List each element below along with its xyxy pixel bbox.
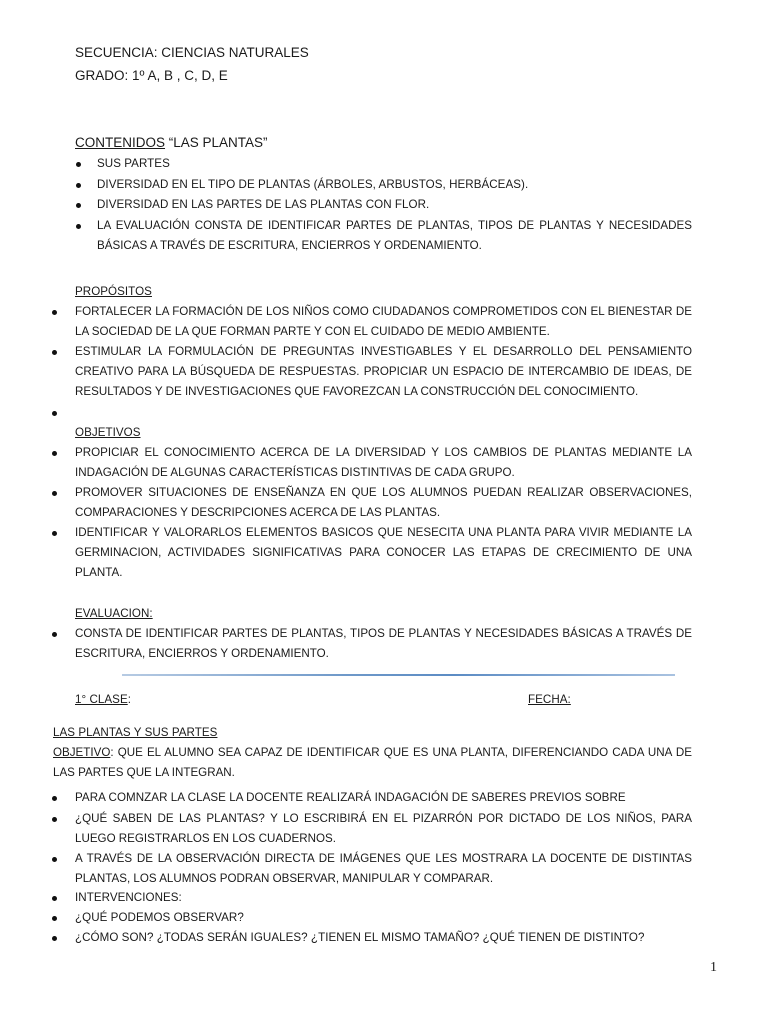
bullet (75, 160, 83, 168)
contenidos-item: SUS PARTES (97, 157, 170, 170)
bullet (51, 449, 59, 457)
contenidos-item: LA EVALUACIÓN CONSTA DE IDENTIFICAR PARTES DE PLANTAS, TIPOS DE PLANTAS Y NECESIDADES BÁSICAS A TRAVÉS DE ESCRITURA, ENCIERROS Y ORDENAMIENTO. (97, 219, 692, 253)
bullet (51, 529, 59, 537)
evaluacion-item: CONSTA DE IDENTIFICAR PARTES DE PLANTAS, TIPOS DE PLANTAS Y NECESIDADES BÁSICAS A TRAVÉS DE ESCRITURA, ENCIERROS Y ORDENAMIENTO. (75, 627, 692, 661)
clase-item: PARA COMNZAR LA CLASE LA DOCENTE REALIZARÁ INDAGACIÓN DE SABERES PREVIOS SOBRE (75, 791, 626, 804)
contenidos-item: DIVERSIDAD EN EL TIPO DE PLANTAS (ÁRBOLES, ARBUSTOS, HERBÁCEAS). (97, 178, 529, 191)
bullet (75, 222, 83, 230)
clase-item: ¿CÓMO SON? ¿TODAS SERÁN IGUALES? ¿TIENEN EL MISMO TAMAÑO? ¿QUÉ TIENEN DE DISTINTO? (75, 931, 645, 944)
clase-item: A TRAVÉS DE LA OBSERVACIÓN DIRECTA DE IMÁGENES QUE LES MOSTRARA LA DOCENTE DE DISTINTAS PLANTAS, LOS ALUMNOS PODRAN OBSERVAR, MANIPULAR Y COMPARAR. (75, 852, 692, 886)
grado-line: GRADO: 1º A, B , C, D, E (75, 68, 228, 83)
propositos-item: FORTALECER LA FORMACIÓN DE LOS NIÑOS COMO CIUDADANOS COMPROMETIDOS CON EL BIENESTAR DE LA SOCIEDAD DE LA QUE FORMAN PARTE Y CON EL CUIDADO DE MEDIO AMBIENTE. (75, 305, 692, 339)
clase-title: LAS PLANTAS Y SUS PARTES (53, 726, 218, 739)
contenidos-label: CONTENIDOS (75, 135, 166, 150)
secuencia-title: SECUENCIA: CIENCIAS NATURALES (75, 45, 309, 60)
contenidos-item: DIVERSIDAD EN LAS PARTES DE LAS PLANTAS CON FLOR. (97, 198, 430, 211)
objetivo-text: : QUE EL ALUMNO SEA CAPAZ DE IDENTIFICAR QUE ES UNA PLANTA, DIFERENCIANDO CADA UNA DE LAS PARTES QUE LA INTEGRAN. (53, 746, 692, 780)
objetivos-item: PROMOVER SITUACIONES DE ENSEÑANZA EN QUE LOS ALUMNOS PUEDAN REALIZAR OBSERVACIONES, COMPARACIONES Y DESCRIPCIONES ACERCA DE LAS PLANTAS. (75, 486, 692, 520)
separator-line (122, 674, 675, 676)
contenidos-title: “LAS PLANTAS” (165, 135, 268, 150)
clase-item: ¿QUÉ SABEN DE LAS PLANTAS? Y LO ESCRIBIRÁ EN EL PIZARRÓN POR DICTADO DE LOS NIÑOS, PARA LUEGO REGISTRARLOS EN LOS CUADERNOS. (75, 812, 692, 846)
bullet (51, 348, 59, 356)
contenidos-heading (75, 135, 268, 150)
bullet (51, 934, 59, 942)
propositos-heading: PROPÓSITOS (75, 285, 152, 298)
objetivos-item: IDENTIFICAR Y VALORARLOS ELEMENTOS BASICOS QUE NESECITA UNA PLANTA PARA VIVIR MEDIANTE LA GERMINACION, ACTIVIDADES SIGNIFICATIVAS PARA CONOCER LAS ETAPAS DE CRECIMIENTO DE UNA PLANTA. (75, 526, 692, 580)
clase-label: 1° CLASE: (75, 693, 132, 706)
objetivo-label: OBJETIVO (53, 746, 111, 759)
bullet (75, 201, 83, 209)
bullet (51, 894, 59, 902)
bullet (51, 489, 59, 497)
bullet (51, 308, 59, 316)
page-number: 1 (710, 960, 717, 975)
clase-item: ¿QUÉ PODEMOS OBSERVAR? (75, 911, 244, 924)
objetivo-paragraph (53, 743, 692, 783)
fecha-label: FECHA: (528, 693, 571, 706)
bullet (51, 630, 59, 638)
bullet (51, 409, 59, 417)
propositos-item: ESTIMULAR LA FORMULACIÓN DE PREGUNTAS INVESTIGABLES Y EL DESARROLLO DEL PENSAMIENTO CREATIVO PARA LA BÚSQUEDA DE RESPUESTAS. PROPICIAR UN ESPACIO DE INTERCAMBIO DE IDEAS, DE RESULTADOS Y DE INVESTIGACIONES QUE FAVOREZCAN LA CONSTRUCCIÓN DEL CONOCIMIENTO. (75, 345, 692, 399)
bullet (51, 914, 59, 922)
bullet (75, 181, 83, 189)
bullet (51, 794, 59, 802)
bullet (51, 855, 59, 863)
bullet (51, 815, 59, 823)
objetivos-item: PROPICIAR EL CONOCIMIENTO ACERCA DE LA DIVERSIDAD Y LOS CAMBIOS DE PLANTAS MEDIANTE LA INDAGACIÓN DE ALGUNAS CARACTERÍSTICAS DISTINTIVAS DE CADA GRUPO. (75, 446, 692, 480)
evaluacion-heading: EVALUACION: (75, 607, 153, 620)
clase-item: INTERVENCIONES: (75, 891, 182, 904)
objetivos-heading: OBJETIVOS (75, 426, 141, 439)
